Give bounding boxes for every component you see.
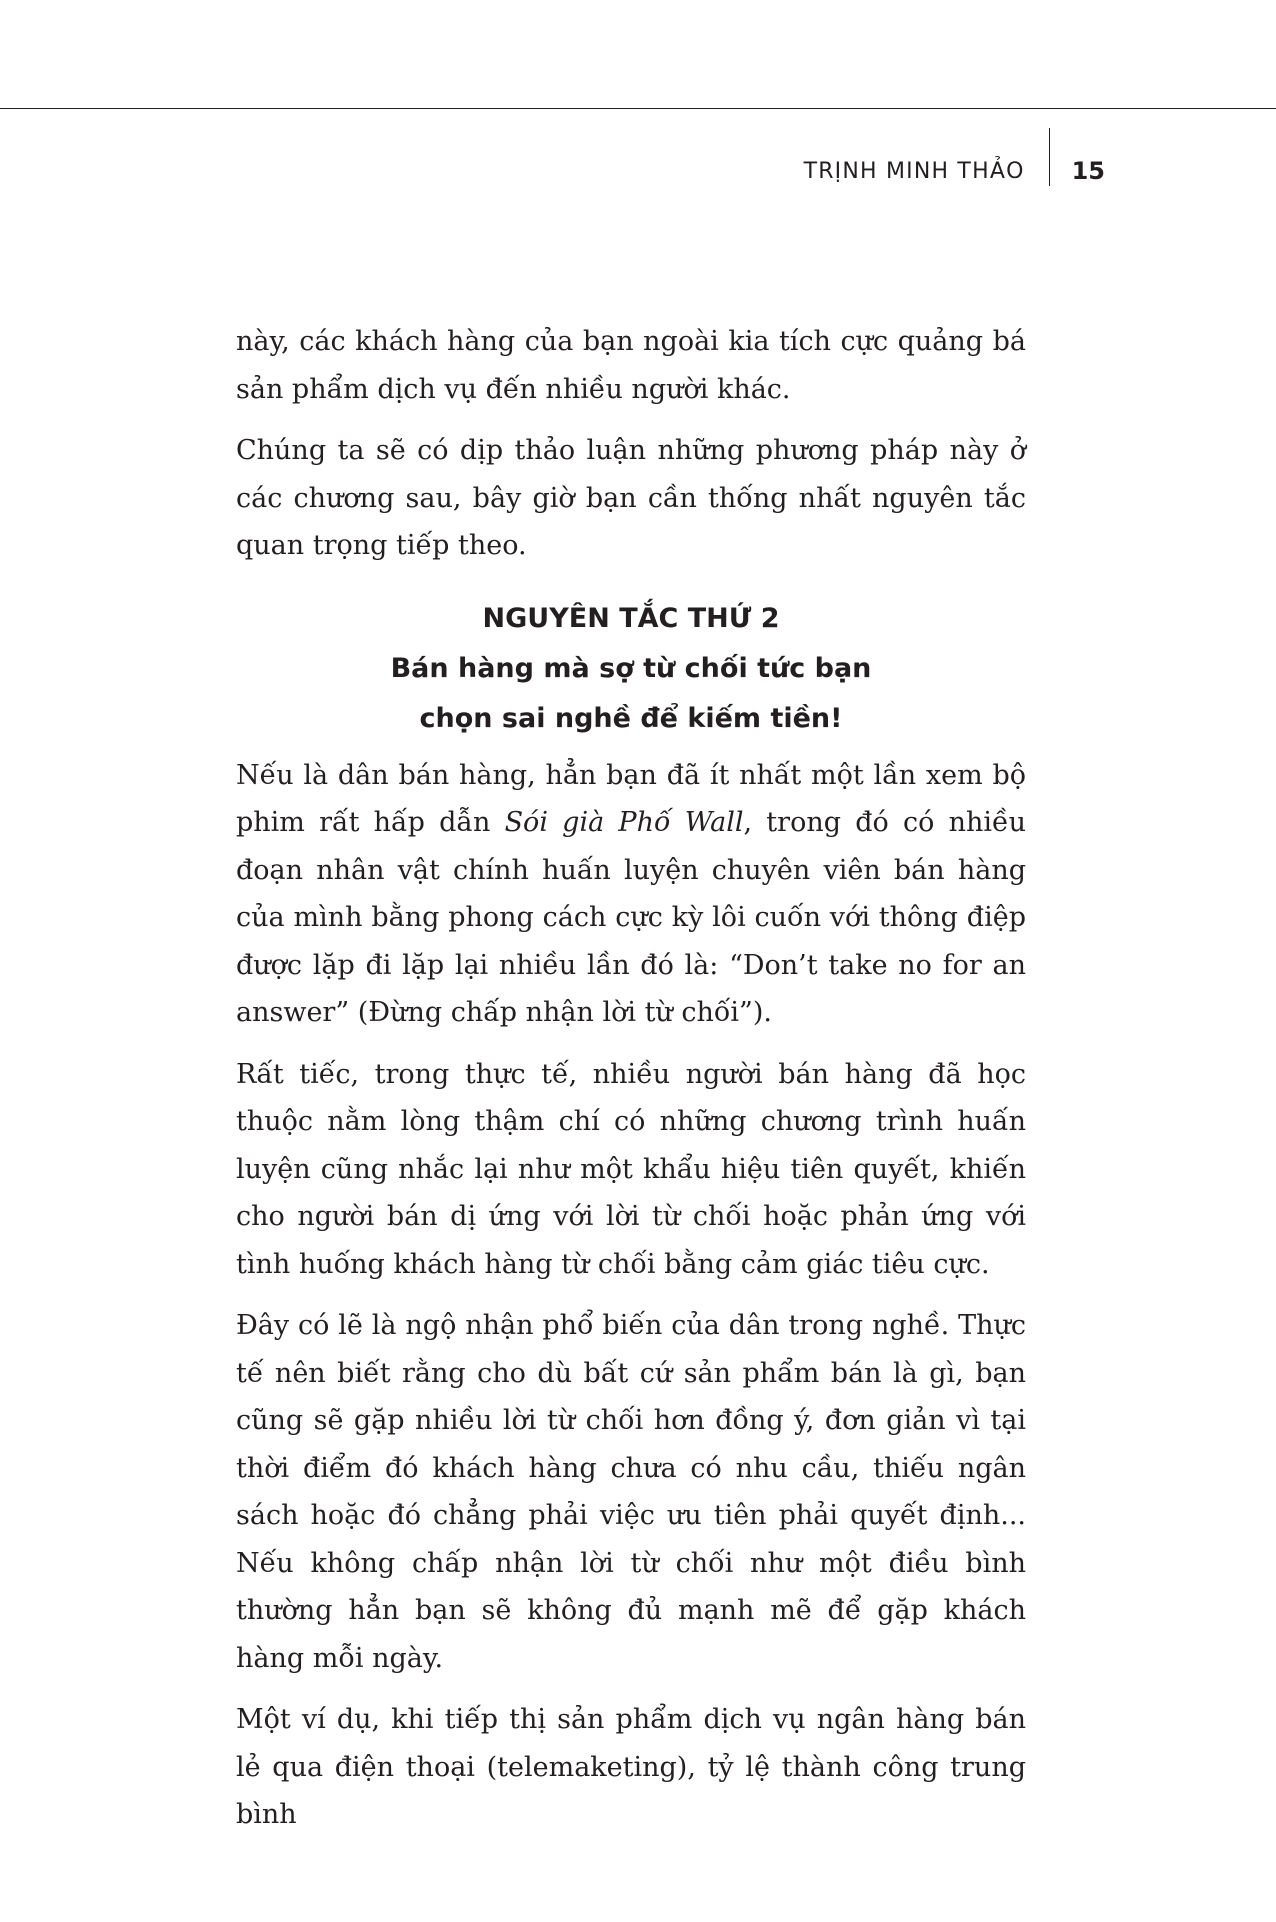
section-heading-line-2: Bán hàng mà sợ từ chối tức bạn xyxy=(390,652,872,684)
header-divider xyxy=(1049,128,1050,186)
header-rule xyxy=(0,108,1276,109)
paragraph-4: Rất tiếc, trong thực tế, nhiều người bán hàng đã học thuộc nằm lòng thậm chí có những chương trình huấn luyện cũng nhắc lại như một khẩu hiệu tiên quyết, khiến cho người bán dị ứng với lời từ chối hoặc phản ứng với tình huống khách hàng từ chối bằng cảm giác tiêu cực. xyxy=(236,1058,1026,1280)
running-header-author: TRỊNH MINH THẢO xyxy=(803,158,1025,184)
paragraph-6: Một ví dụ, khi tiếp thị sản phẩm dịch vụ ngân hàng bán lẻ qua điện thoại (telemaketing), tỷ lệ thành công trung bình xyxy=(236,1704,1026,1830)
page-number: 15 xyxy=(1071,157,1105,185)
paragraph-5: Đây có lẽ là ngộ nhận phổ biến của dân trong nghề. Thực tế nên biết rằng cho dù bất cứ sản phẩm bán là gì, bạn cũng sẽ gặp nhiều lời từ chối hơn đồng ý, đơn giản vì tại thời điểm đó khách hàng chưa có nhu cầu, thiếu ngân sách hoặc đó chẳng phải việc ưu tiên phải quyết định... Nếu không chấp nhận lời từ chối như một điều bình thường hẳn bạn sẽ không đủ mạnh mẽ để gặp khách hàng mỗi ngày. xyxy=(236,1310,1026,1674)
paragraph-3-start: Nếu là dân bán hàng, hẳn bạn đã ít nhất một lần xem bộ phim rất hấp dẫn xyxy=(236,759,1026,838)
section-heading-line-3: chọn sai nghề để kiếm tiền! xyxy=(419,702,843,734)
body-text xyxy=(236,318,1026,1853)
film-title: Sói già Phố Wall xyxy=(504,807,744,838)
section-heading xyxy=(236,594,1026,744)
paragraph-1: này, các khách hàng của bạn ngoài kia tích cực quảng bá sản phẩm dịch vụ đến nhiều người khác. xyxy=(236,326,1026,405)
paragraph-2: Chúng ta sẽ có dịp thảo luận những phương pháp này ở các chương sau, bây giờ bạn cần thống nhất nguyên tắc quan trọng tiếp theo. xyxy=(236,435,1026,561)
section-heading-line-1: NGUYÊN TẮC THỨ 2 xyxy=(482,602,780,634)
paragraph-3 xyxy=(236,752,1026,1037)
paragraph-3-end: , trong đó có nhiều đoạn nhân vật chính huấn luyện chuyên viên bán hàng của mình bằng phong cách cực kỳ lôi cuốn với thông điệp được lặp đi lặp lại nhiều lần đó là: “Don’t take no for an answer” (Đừng chấp nhận lời từ chối”). xyxy=(236,807,1027,1028)
running-header xyxy=(804,142,1105,200)
